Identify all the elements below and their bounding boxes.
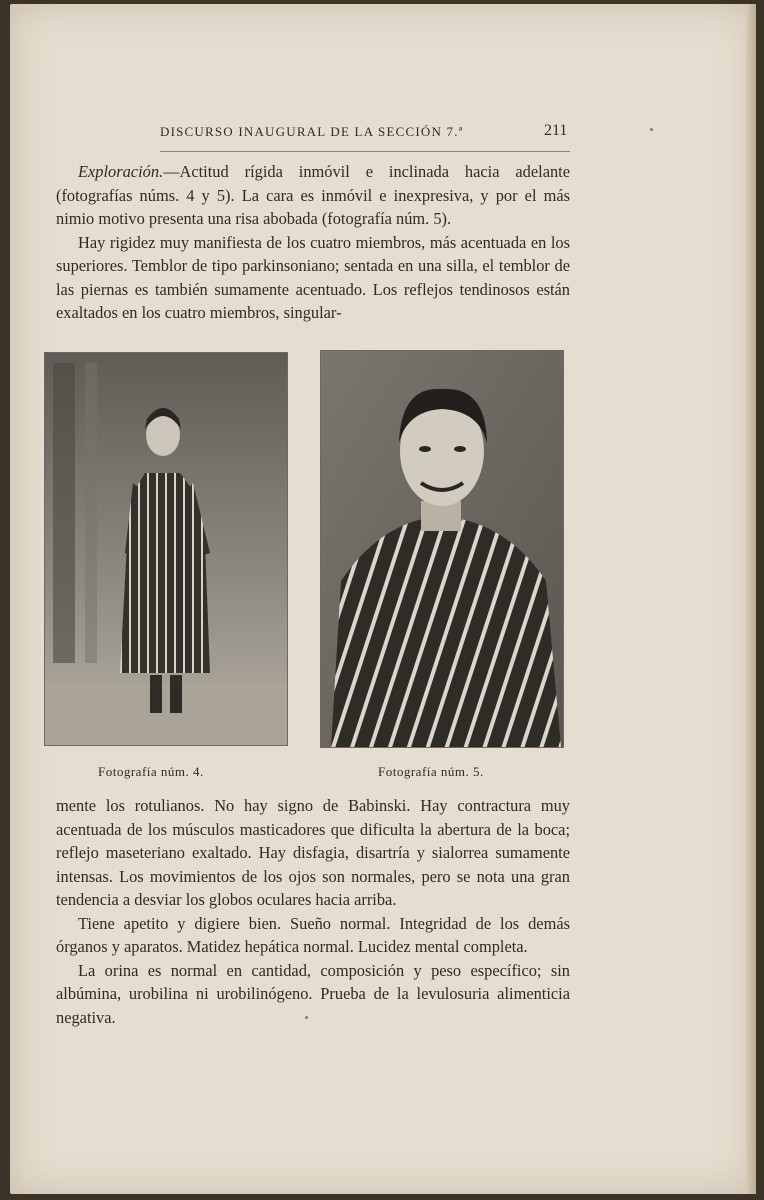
paragraph-exploracion bbox=[56, 160, 570, 231]
paragraph-apetito: Tiene apetito y digiere bien. Sueño normal. Integridad de los demás órganos y aparatos. Matidez hepática normal. Lucidez mental completa. bbox=[56, 913, 570, 956]
page-number: 211 bbox=[544, 122, 568, 139]
photograph-4 bbox=[44, 352, 288, 746]
text-block-top bbox=[56, 160, 570, 325]
paragraph-orina: La orina es normal en cantidad, composición y peso específico; sin albúmina, urobilina ni urobilinógeno. Prueba de la levulosuria alimenticia negativa. bbox=[56, 960, 570, 1027]
paper-speck bbox=[650, 128, 653, 131]
paragraph-rigidez: Hay rigidez muy manifiesta de los cuatro miembros, más acentuada en los superiores. Temblor de tipo parkinsoniano; sentada en una silla, el temblor de las piernas es también sumamente acentuado. Los reflejos tendinosos están exaltados en los cuatro miembros, singular- bbox=[56, 232, 570, 322]
page-edge bbox=[746, 4, 756, 1194]
photograph-4-caption: Fotografía núm. 4. bbox=[98, 764, 204, 779]
section-lead-word: Exploración. bbox=[78, 162, 164, 181]
running-header: DISCURSO INAUGURAL DE LA SECCIÓN 7.ª bbox=[160, 124, 464, 139]
paragraph-text: —Actitud rígida inmóvil e inclinada hacia adelante (fotografías núms. 4 y 5). La cara es inmóvil e inexpresiva, y por el más nimio motivo presenta una risa abobada (fotografía núm. 5). bbox=[56, 162, 570, 228]
header-rule bbox=[160, 151, 570, 152]
text-block-bottom bbox=[56, 794, 570, 1029]
photograph-5-caption: Fotografía núm. 5. bbox=[378, 764, 484, 779]
paragraph-continuation: mente los rotulianos. No hay signo de Babinski. Hay contractura muy acentuada de los músculos masticadores que dificulta la abertura de la boca; reflejo maseteriano exaltado. Hay disfagia, disartría y sialorrea sumamente intensas. Los movimientos de los ojos son normales, pero se nota una gran tendencia a desviar los globos oculares hacia arriba. bbox=[56, 796, 570, 909]
photograph-5-image bbox=[321, 351, 563, 747]
photograph-4-image bbox=[45, 353, 287, 745]
photograph-5 bbox=[320, 350, 564, 748]
book-page bbox=[10, 4, 756, 1194]
paper-speck bbox=[305, 1016, 308, 1019]
